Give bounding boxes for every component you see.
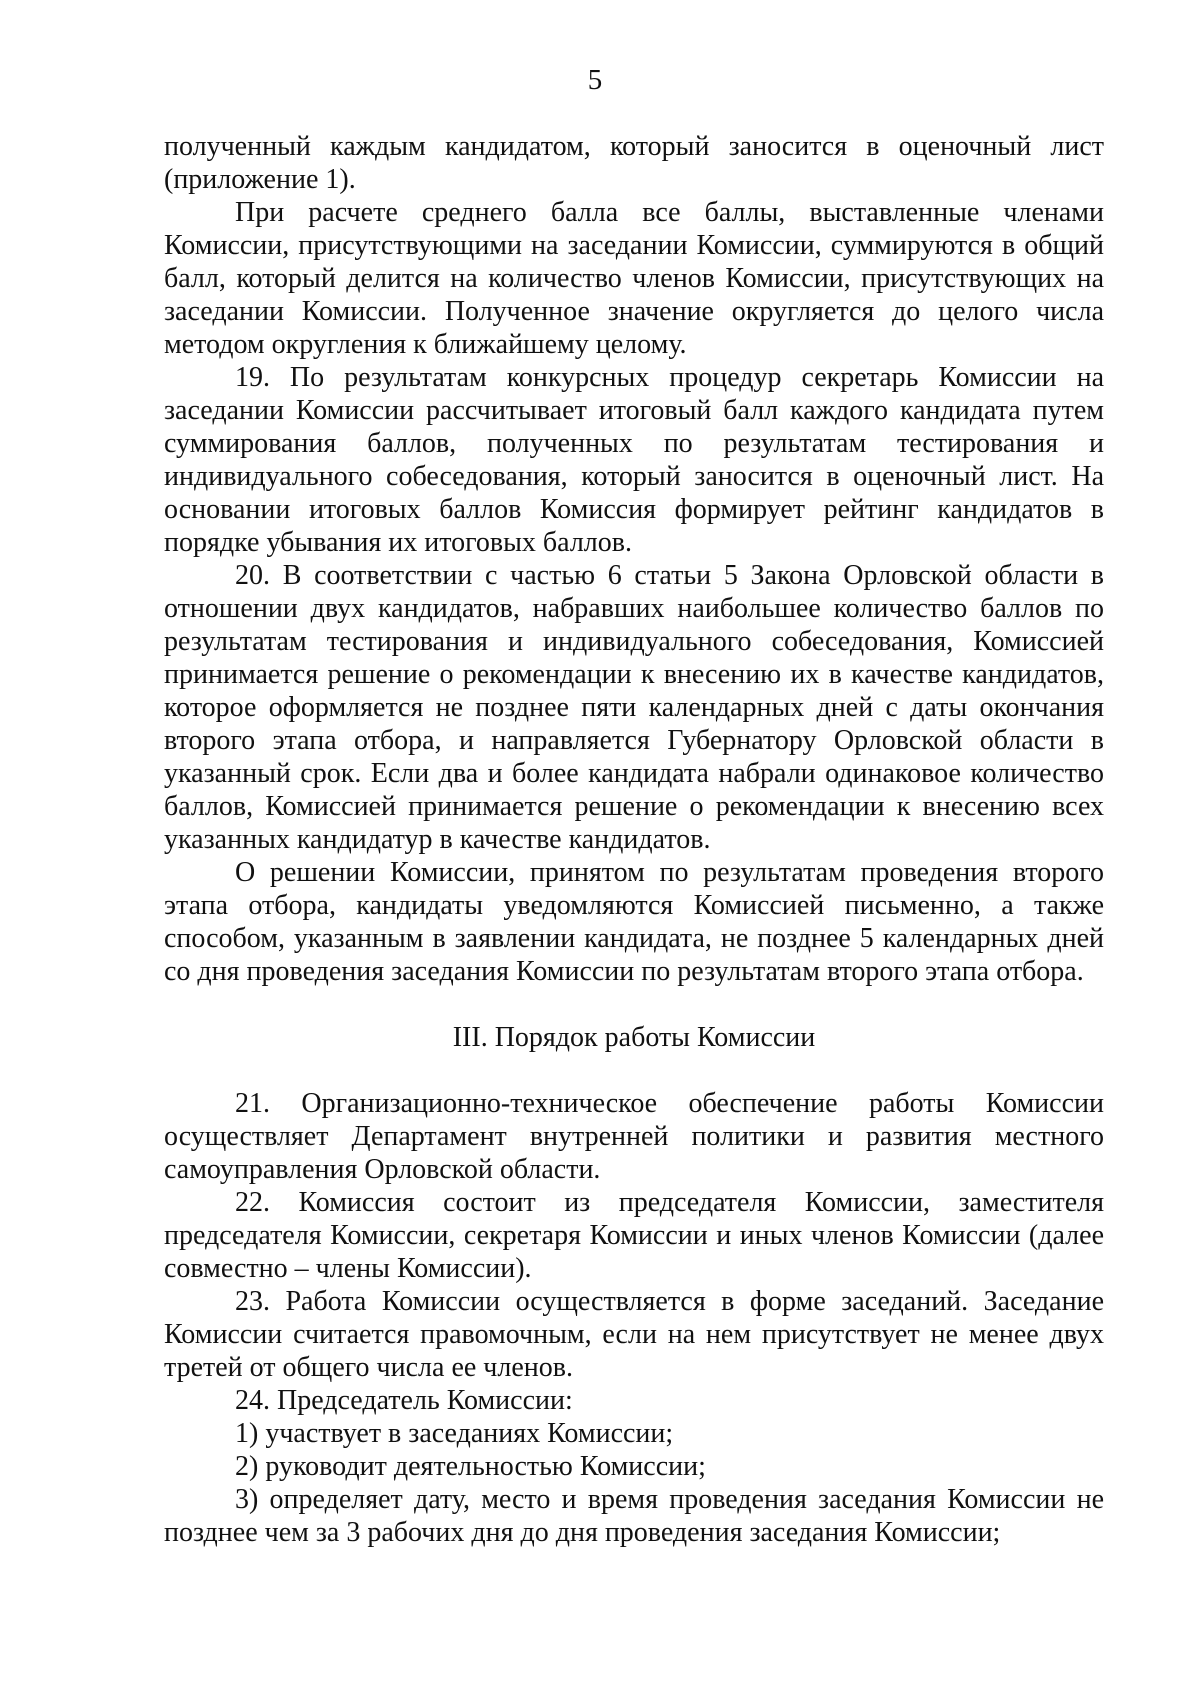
paragraph-decision-notice: О решении Комиссии, принятом по результатам проведения второго этапа отбора, кандидаты уведомляются Комиссией письменно, а также способом, указанным в заявлении кандидата, не позднее 5 календарных дней со дня проведения заседания Комиссии по результатам второго этапа отбора.: [164, 857, 1104, 987]
section-heading: III. Порядок работы Комиссии: [452, 1022, 816, 1053]
paragraph-item-21: 21. Организационно-техническое обеспечение работы Комиссии осуществляет Департамент внутренней политики и развития местного самоуправления Орловской области.: [164, 1088, 1104, 1185]
paragraph-item-24: 24. Председатель Комиссии:: [235, 1385, 573, 1416]
paragraph-item-20: 20. В соответствии с частью 6 статьи 5 Закона Орловской области в отношении двух кандидатов, набравших наибольшее количество баллов по результатам тестирования и индивидуального собеседования, Комиссией принимается решение о рекомендации к внесению их в качестве кандидатов, которое оформляется не позднее пяти календарных дней с даты окончания второго этапа отбора, и направляется Губернатору Орловской области в указанный срок. Если два и более кандидата набрали одинаковое количество баллов, Комиссией принимается решение о рекомендации к внесению всех указанных кандидатур в качестве кандидатов.: [164, 560, 1104, 855]
list-item-24-2: 2) руководит деятельностью Комиссии;: [235, 1451, 706, 1482]
list-item-24-3: 3) определяет дату, место и время проведения заседания Комиссии не позднее чем за 3 рабочих дня до дня проведения заседания Комиссии;: [164, 1484, 1104, 1548]
paragraph-item-22: 22. Комиссия состоит из председателя Комиссии, заместителя председателя Комиссии, секретаря Комиссии и иных членов Комиссии (далее совместно – члены Комиссии).: [164, 1187, 1104, 1284]
document-body: [164, 130, 1104, 1549]
paragraph-average-score: При расчете среднего балла все баллы, выставленные членами Комиссии, присутствующими на заседании Комиссии, суммируются в общий балл, который делится на количество членов Комиссии, присутствующих на заседании Комиссии. Полученное значение округляется до целого числа методом округления к ближайшему целому.: [164, 197, 1104, 360]
paragraph-continuation: полученный каждым кандидатом, который заносится в оценочный лист (приложение 1).: [164, 131, 1104, 195]
list-item-24-1: 1) участвует в заседаниях Комиссии;: [235, 1418, 674, 1449]
paragraph-item-23: 23. Работа Комиссии осуществляется в форме заседаний. Заседание Комиссии считается правомочным, если на нем присутствует не менее двух третей от общего числа ее членов.: [164, 1286, 1104, 1383]
paragraph-item-19: 19. По результатам конкурсных процедур секретарь Комиссии на заседании Комиссии рассчитывает итоговый балл каждого кандидата путем суммирования баллов, полученных по результатам тестирования и индивидуального собеседования, который заносится в оценочный лист. На основании итоговых баллов Комиссия формирует рейтинг кандидатов в порядке убывания их итоговых баллов.: [164, 362, 1104, 558]
page-number: 5: [587, 64, 603, 96]
